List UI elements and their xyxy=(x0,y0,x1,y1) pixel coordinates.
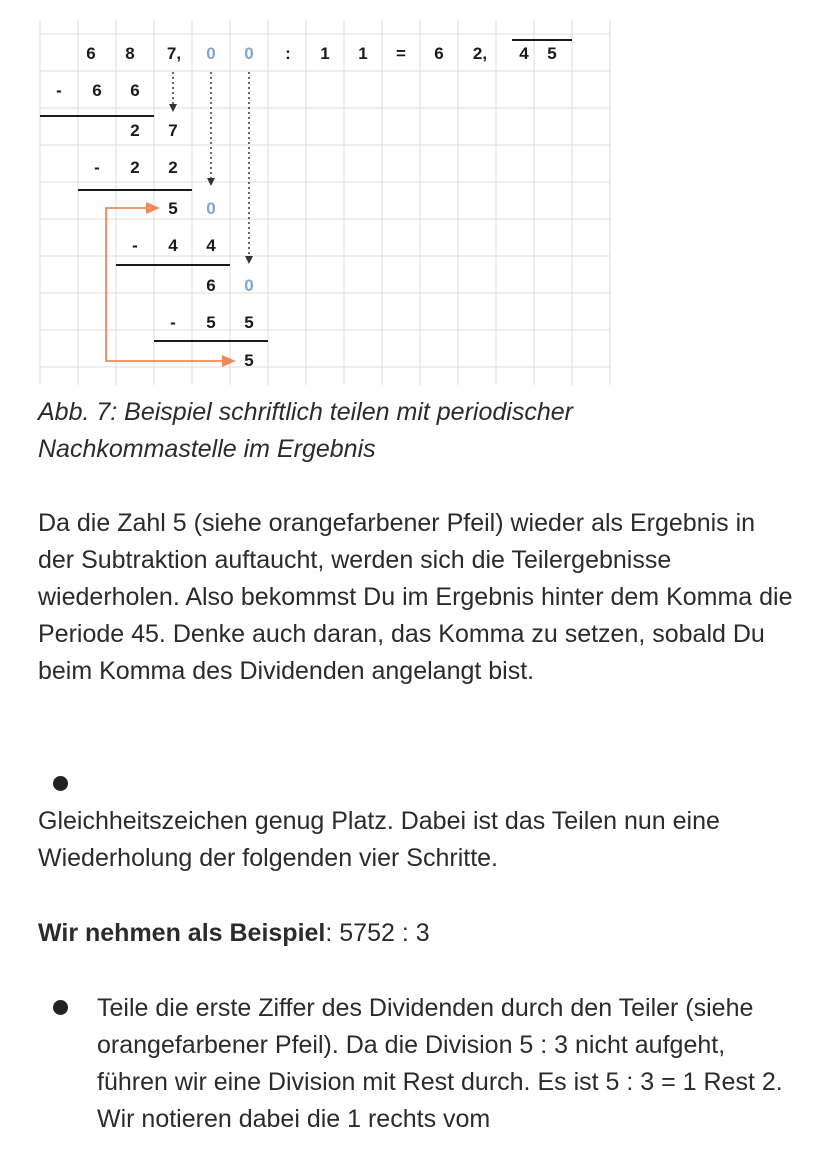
caption-line-2: Nachkommastelle im Ergebnis xyxy=(38,435,376,463)
grid-lines xyxy=(40,20,610,385)
arrow-head-3 xyxy=(245,256,253,264)
row5-digit-2: 4 xyxy=(206,236,216,255)
dividend-digit-4: 0 xyxy=(206,44,216,63)
row5-minus: - xyxy=(132,236,138,255)
caption-line-1: Abb. 7: Beispiel schriftlich teilen mit periodischer xyxy=(38,398,573,426)
bullet-icon xyxy=(53,776,68,791)
dividend-digit-1: 6 xyxy=(86,44,96,63)
division-operator: : xyxy=(285,44,291,63)
row8-digit-1: 5 xyxy=(244,351,254,370)
row3-digit-1: 2 xyxy=(130,158,140,177)
long-division-grid xyxy=(0,0,828,400)
paragraph-explanation: Da die Zahl 5 (siehe orangefarbener Pfeil) wieder als Ergebnis in der Subtraktion auftaucht, werden sich die Teilergebnisse wiederholen. Also bekommst Du im Ergebnis hinter dem Komma die Periode 45. Denke auch daran, das Komma zu setzen, sobald Du beim Komma des Dividenden angelangt bist. xyxy=(38,509,793,685)
row5-digit-1: 4 xyxy=(168,236,178,255)
paragraph-steps-intro: Gleichheitszeichen genug Platz. Dabei ist das Teilen nun eine Wiederholung der folgenden vier Schritte. xyxy=(38,807,720,872)
result-digit-4: 5 xyxy=(547,44,557,63)
row2-digit-1: 2 xyxy=(130,121,140,140)
row6-digit-1: 6 xyxy=(206,276,216,295)
row4-digit-1: 5 xyxy=(168,199,178,218)
example-label: Wir nehmen als Beispiel xyxy=(38,919,326,947)
dividend-digit-5: 0 xyxy=(244,44,254,63)
bullet-step-text: Teile die erste Ziffer des Dividenden durch den Teiler (siehe orangefarbener Pfeil). Da die Division 5 : 3 nicht aufgeht, führen wir eine Division mit Rest durch. Es ist 5 : 3 = 1 Rest 2. Wir notieren dabei die 1 rechts vom xyxy=(97,994,783,1133)
divisor-digit-2: 1 xyxy=(358,44,368,63)
bullet-icon xyxy=(53,1000,68,1015)
figure-caption xyxy=(38,394,798,468)
long-division-figure xyxy=(0,0,828,400)
row2-digit-2: 7 xyxy=(168,121,178,140)
row1-digit-2: 6 xyxy=(130,81,140,100)
equals-sign: = xyxy=(396,44,406,63)
row1-digit-1: 6 xyxy=(92,81,102,100)
result-digit-3: 4 xyxy=(519,44,529,63)
orange-arrow-head-upper xyxy=(146,202,160,214)
dividend-digit-2: 8 xyxy=(125,44,135,63)
row1-minus: - xyxy=(56,81,62,100)
dividend-digit-3: 7, xyxy=(166,44,182,63)
row7-minus: - xyxy=(170,313,176,332)
example-value: : 5752 : 3 xyxy=(325,919,430,947)
row4-digit-2: 0 xyxy=(206,199,216,218)
orange-arrow-head-lower xyxy=(222,355,236,367)
row7-digit-2: 5 xyxy=(244,313,254,332)
row3-minus: - xyxy=(94,158,100,177)
row6-digit-2: 0 xyxy=(244,276,254,295)
row3-digit-2: 2 xyxy=(168,158,178,177)
result-digit-2: 2, xyxy=(472,44,488,63)
result-digit-1: 6 xyxy=(434,44,444,63)
divisor-digit-1: 1 xyxy=(320,44,330,63)
row7-digit-1: 5 xyxy=(206,313,216,332)
orange-repeat-arrow xyxy=(106,202,236,367)
example-line xyxy=(38,915,798,952)
carry-down-arrows xyxy=(173,72,249,256)
